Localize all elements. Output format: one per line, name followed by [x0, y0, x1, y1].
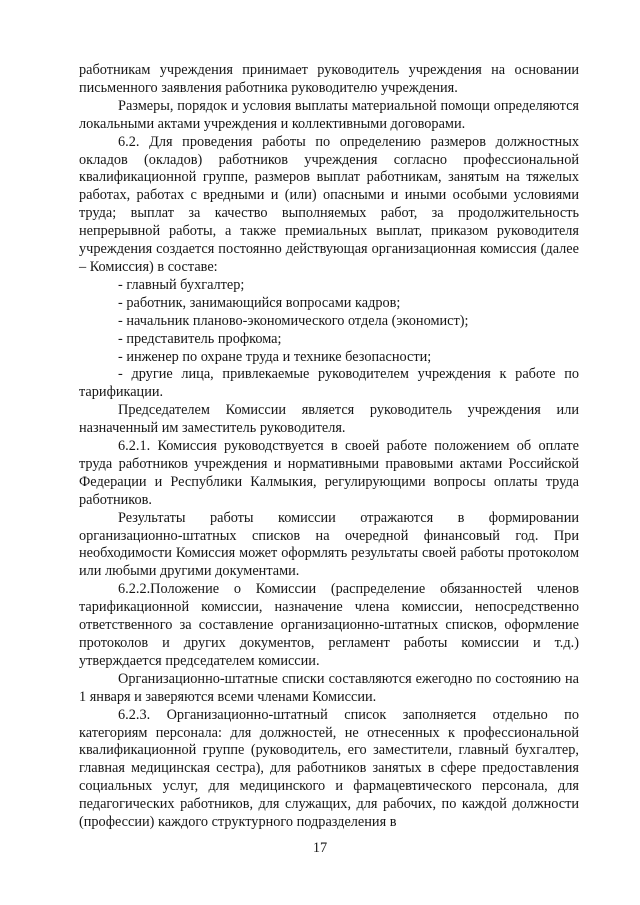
- list-item: - другие лица, привлекаемые руководителем учреждения к работе по тарификации.: [79, 366, 579, 401]
- paragraph-6-2-1: 6.2.1. Комиссия руководствуется в своей работе положением об оплате труда работников учреждения и нормативными правовыми актами Российской Федерации и Республики Калмыкия, регулирующими вопросы оплаты труда работников.: [79, 438, 579, 508]
- list-item: - начальник планово-экономического отдела (экономист);: [118, 312, 469, 329]
- list-item: - представитель профкома;: [118, 330, 282, 347]
- commission-members-list: [79, 277, 579, 402]
- paragraph-material-aid-rules: Размеры, порядок и условия выплаты материальной помощи определяются локальными актами учреждения и коллективными договорами.: [79, 97, 579, 132]
- list-item: - работник, занимающийся вопросами кадров;: [118, 294, 401, 311]
- page-number: 17: [312, 840, 328, 856]
- paragraph-commission-results: Результаты работы комиссии отражаются в формировании организационно-штатных списков на очередной финансовый год. При необходимости Комиссия может оформлять результаты своей работы протоколом или любыми другими документами.: [79, 509, 579, 580]
- paragraph-commission-chair: Председателем Комиссии является руководитель учреждения или назначенный им заместитель руководителя.: [79, 402, 579, 437]
- paragraph-staff-lists: Организационно-штатные списки составляются ежегодно по состоянию на 1 января и заверяются всеми членами Комиссии.: [79, 670, 579, 705]
- paragraph-6-2: 6.2. Для проведения работы по определению размеров должностных окладов (окладов) работников учреждения согласно профессиональной квалификационной группе, размеров выплат работникам, занятым на тяжелых работах, работах с вредными и (или) опасными и иными особыми условиями труда; выплат за качество выполняемых работ, за продолжительность непрерывной работы, а также премиальных выплат, приказом руководителя учреждения создается постоянно действующая организационная комиссия (далее – Комиссия) в составе:: [79, 133, 579, 275]
- document-page: [79, 62, 579, 832]
- paragraph-6-2-3: 6.2.3. Организационно-штатный список заполняется отдельно по категориям персонала: для должностей, не отнесенных к профессиональной квалификационной группе (руководитель, его заместители, главный бухгалтер, главная медицинская сестра), для работников занятых в сфере предоставления социальных услуг, для медицинского и фармацевтического персонала, для педагогических работников, для служащих, для рабочих, по каждой должности (профессии) каждого структурного подразделения в: [79, 706, 579, 831]
- list-item: - инженер по охране труда и технике безопасности;: [118, 348, 432, 365]
- paragraph-6-2-2: 6.2.2.Положение о Комиссии (распределение обязанностей членов тарификационной комиссии, назначение члена комиссии, непосредственно ответственного за составление организационно-штатных списков, оформление протоколов и других документов, регламент работы комиссии и т.д.) утверждается председателем комиссии.: [79, 581, 579, 669]
- list-item: - главный бухгалтер;: [118, 276, 245, 293]
- paragraph-material-aid-decision: работникам учреждения принимает руководитель учреждения на основании письменного заявления работника руководителю учреждения.: [79, 62, 579, 96]
